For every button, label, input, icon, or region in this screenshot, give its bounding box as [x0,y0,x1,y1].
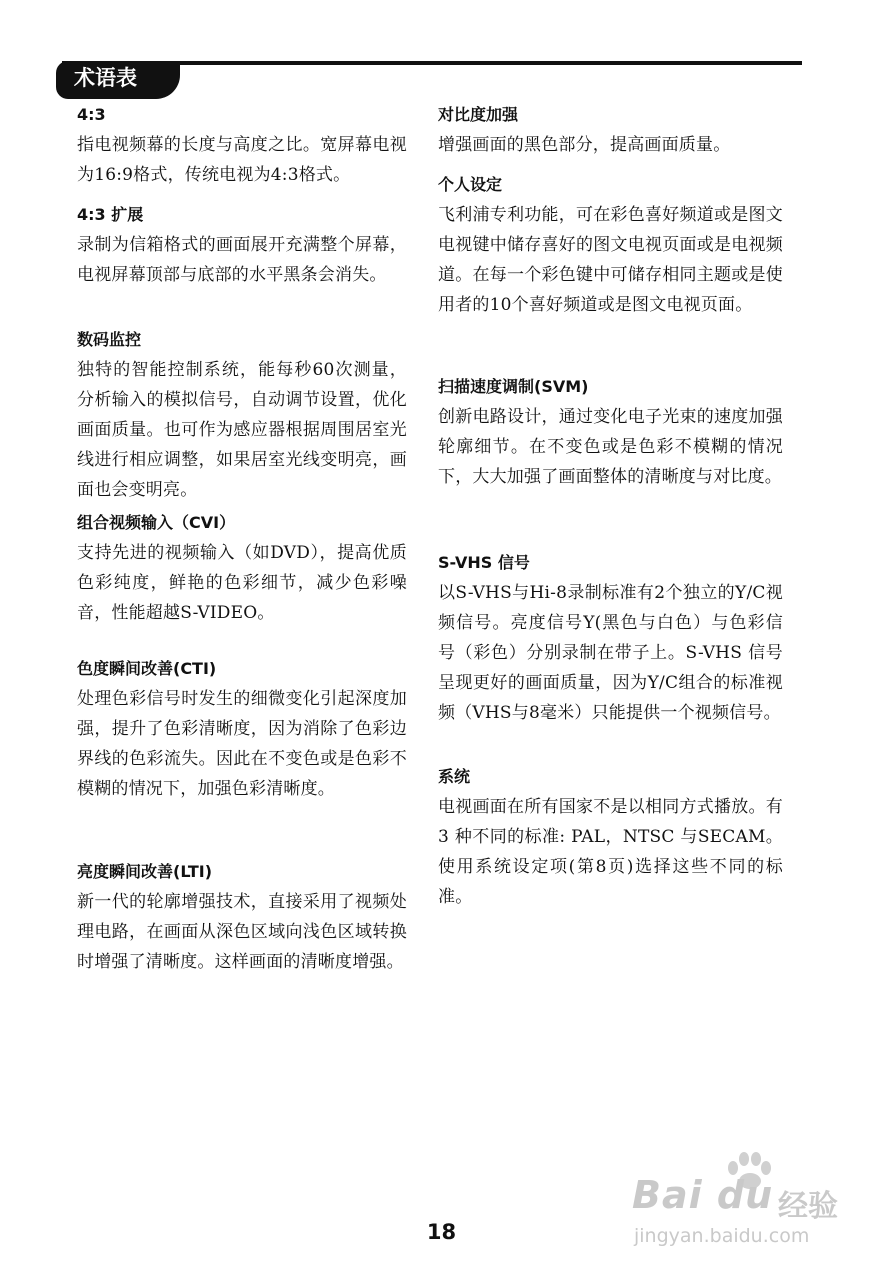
glossary-definition: 以S-VHS与Hi-8录制标准有2个独立的Y/C视频信号。亮度信号Y(黑色与白色）与色彩信号（彩色）分别录制在带子上。S-VHS 信号呈现更好的画面质量，因为Y/C组合的标准视频（VHS与8毫米）只能提供一个视频信号。 [438,583,783,723]
glossary-term: 4:3 扩展 [77,205,144,224]
glossary-entry [438,104,783,160]
page-title: 术语表 [56,61,180,99]
glossary-definition: 创新电路设计，通过变化电子光束的速度加强轮廓细节。在不变色或是色彩不模糊的情况下，大大加强了画面整体的清晰度与对比度。 [438,407,783,487]
glossary-entry [77,104,407,190]
glossary-term: 组合视频输入（CVI） [77,513,236,532]
glossary-term: 色度瞬间改善(CTI) [77,659,217,678]
glossary-definition: 电视画面在所有国家不是以相同方式播放。有3 种不同的标准: PAL，NTSC 与SECAM。使用系统设定项(第8页)选择这些不同的标准。 [438,797,783,907]
glossary-entry [77,204,407,290]
glossary-entry [438,552,783,728]
baidu-watermark [628,1145,878,1270]
glossary-entry [438,376,783,492]
glossary-term: 亮度瞬间改善(LTI) [77,862,213,881]
glossary-term: 4:3 [77,105,106,124]
glossary-term: 扫描速度调制(SVM) [438,377,589,396]
glossary-definition: 独特的智能控制系统，能每秒60次测量，分析输入的模拟信号，自动调节设置，优化画面质量。也可作为感应器根据周围居室光线进行相应调整，如果居室光线变明亮，画面也会变明亮。 [77,360,407,500]
glossary-definition: 指电视频幕的长度与高度之比。宽屏幕电视为16:9格式，传统电视为4:3格式。 [77,135,407,185]
glossary-term: S-VHS 信号 [438,553,530,572]
glossary-definition: 录制为信箱格式的画面展开充满整个屏幕，电视屏幕顶部与底部的水平黑条会消失。 [77,235,407,285]
glossary-term: 个人设定 [438,175,503,194]
glossary-entry [77,658,407,804]
page-number: 18 [426,1220,457,1244]
glossary-entry [77,512,407,628]
glossary-definition: 支持先进的视频输入（如DVD），提高优质色彩纯度，鲜艳的色彩细节，减少色彩噪音，性能超越S-VIDEO。 [77,543,407,623]
glossary-definition: 增强画面的黑色部分，提高画面质量。 [438,135,731,155]
glossary-entry [438,174,783,320]
watermark-url: jingyan.baidu.com [634,1225,810,1247]
watermark-brand-cn: 经验 [778,1189,838,1224]
glossary-entry [438,766,783,912]
glossary-definition: 新一代的轮廓增强技术，直接采用了视频处理电路，在画面从深色区域向浅色区域转换时增强了清晰度。这样画面的清晰度增强。 [77,892,407,972]
glossary-definition: 飞利浦专利功能，可在彩色喜好频道或是图文电视键中储存喜好的图文电视页面或是电视频道。在每一个彩色键中可储存相同主题或是使用者的10个喜好频道或是图文电视页面。 [438,205,783,315]
glossary-entry [77,861,407,977]
watermark-brand: Bai du [632,1173,774,1217]
glossary-term: 系统 [438,767,471,786]
glossary-term: 对比度加强 [438,105,519,124]
glossary-term: 数码监控 [77,330,142,349]
glossary-entry [77,329,407,505]
glossary-definition: 处理色彩信号时发生的细微变化引起深度加强，提升了色彩清晰度，因为消除了色彩边界线的色彩流失。因此在不变色或是色彩不模糊的情况下，加强色彩清晰度。 [77,689,407,799]
